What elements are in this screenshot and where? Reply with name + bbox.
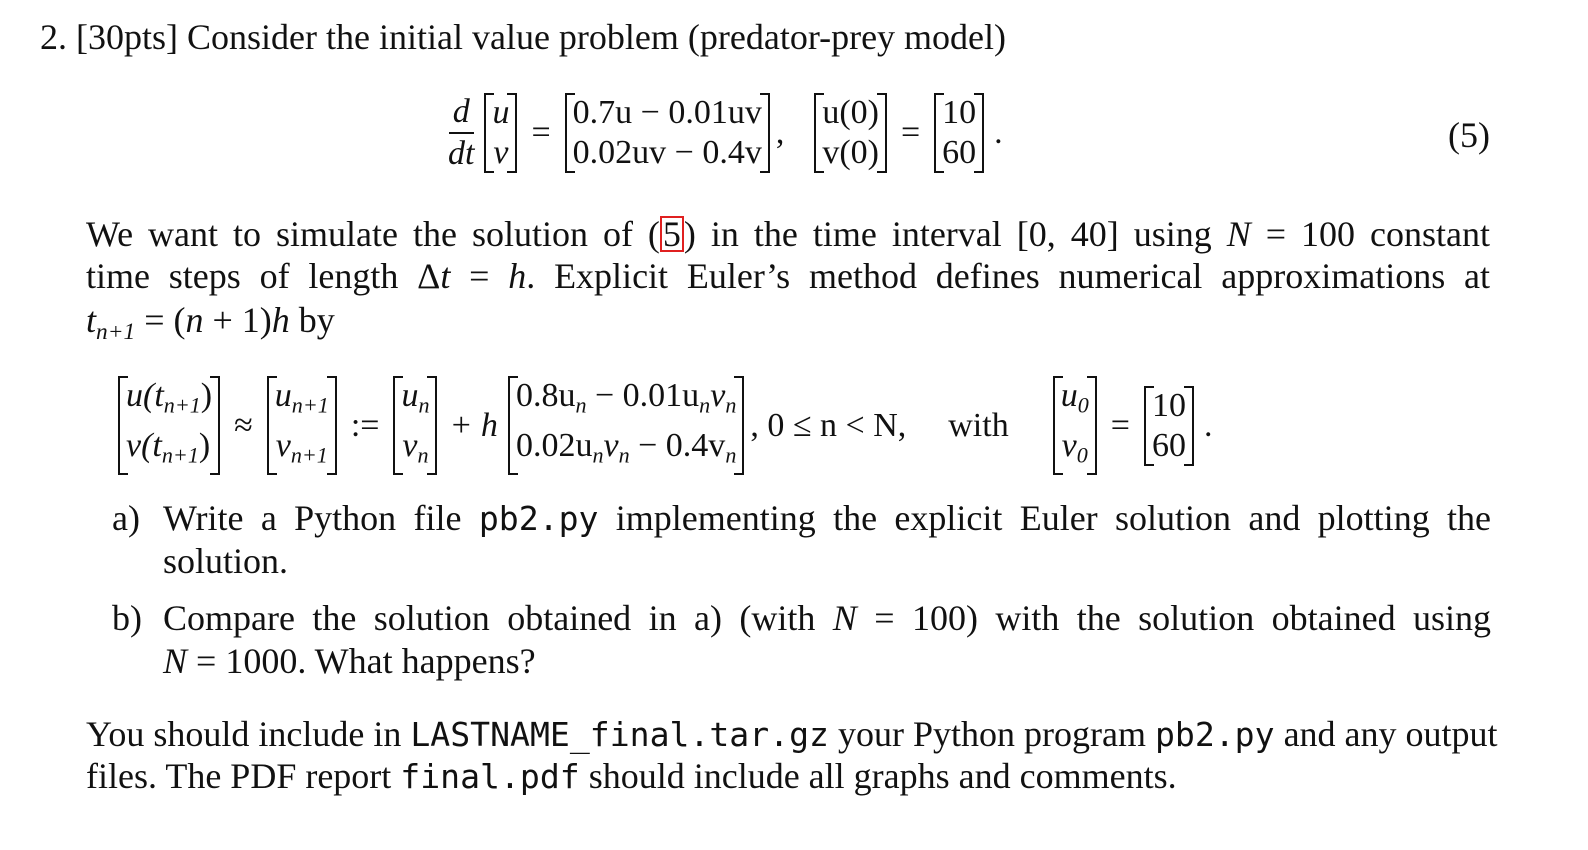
current-approx-vector: $u_n$ $v_n$ (393, 376, 437, 475)
part-a-label: a) (112, 498, 140, 538)
exact-solution-vector: $u(t_{n+1})$ $v(t_{n+1})$ (118, 376, 220, 475)
paragraph-line-1: We want to simulate the solution of (5) in the time interval [0, 40] using N = 100 constant (86, 214, 1490, 254)
program-filename: pb2.py (1154, 715, 1275, 754)
derivative-operator: $\frac{d}{dt}$ (448, 93, 475, 172)
archive-filename: LASTNAME_final.tar.gz (410, 715, 829, 754)
equation-tag: (5) (1448, 115, 1490, 155)
rhs-vector: 0.7u − 0.01uv 0.02uv − 0.4v (565, 93, 770, 173)
equation-5: $\frac{d}{dt}$ u v = 0.7u − 0.01uv 0.02uv − 0.4v , u(0) v(0) = 10 60 . (448, 93, 1003, 172)
euler-rhs-vector: $0.8u_n - 0.01u_nv_n$ $0.02u_nv_n - 0.4v_n$ (508, 376, 744, 475)
state-vector: u v (484, 93, 517, 173)
step-range: , 0 ≤ n < N, (750, 406, 907, 444)
filename-pb2: pb2.py (478, 499, 599, 538)
paragraph-line-3: $t_{n+1} = (n + 1)h$ by (86, 300, 335, 346)
problem-number: 2. (40, 17, 67, 57)
part-b-label: b) (112, 598, 142, 638)
part-a-line-1: Write a Python file pb2.py implementing the explicit Euler solution and plotting the (163, 498, 1492, 538)
next-approx-vector: $u_{n+1}$ $v_{n+1}$ (267, 376, 337, 475)
problem-statement: Consider the initial value problem (predator-prey model) (187, 17, 1007, 57)
with-word: with (948, 406, 1009, 444)
problem-heading (40, 16, 1006, 58)
footer-line-1: You should include in LASTNAME_final.tar.gz your Python program pb2.py and any output (86, 714, 1498, 754)
initial-values-vector: 10 60 (934, 93, 984, 173)
part-a-line-2: solution. (163, 541, 289, 581)
euler-initial-vector: $u_0$ $v_0$ (1053, 376, 1097, 475)
part-b-line-1: Compare the solution obtained in a) (with N = 100) with the solution obtained using (163, 598, 1491, 638)
part-b-line-2: N = 1000. What happens? (163, 641, 536, 681)
initial-state-vector: u(0) v(0) (814, 93, 887, 173)
report-filename: final.pdf (400, 757, 580, 796)
problem-points: [30pts] (76, 17, 178, 57)
euler-initial-values: 10 60 (1144, 386, 1194, 466)
footer-line-2: files. The PDF report final.pdf should include all graphs and comments. (86, 756, 1177, 796)
paragraph-line-2: time steps of length Δt = h. Explicit Euler’s method defines numerical approximations at (86, 256, 1490, 296)
euler-scheme: $u(t_{n+1})$ $v(t_{n+1})$ ≈ $u_{n+1}$ $v_{n+1}$ := $u_n$ $v_n$ + h $0.8u_n - 0.01u_nv_n$ $0.02u_nv_n - 0.4v_n$ , 0 ≤ n < N, with $u_0$ $v_0$ = 10 60 . (118, 376, 1212, 475)
equation-reference-link[interactable]: 5 (660, 216, 684, 252)
